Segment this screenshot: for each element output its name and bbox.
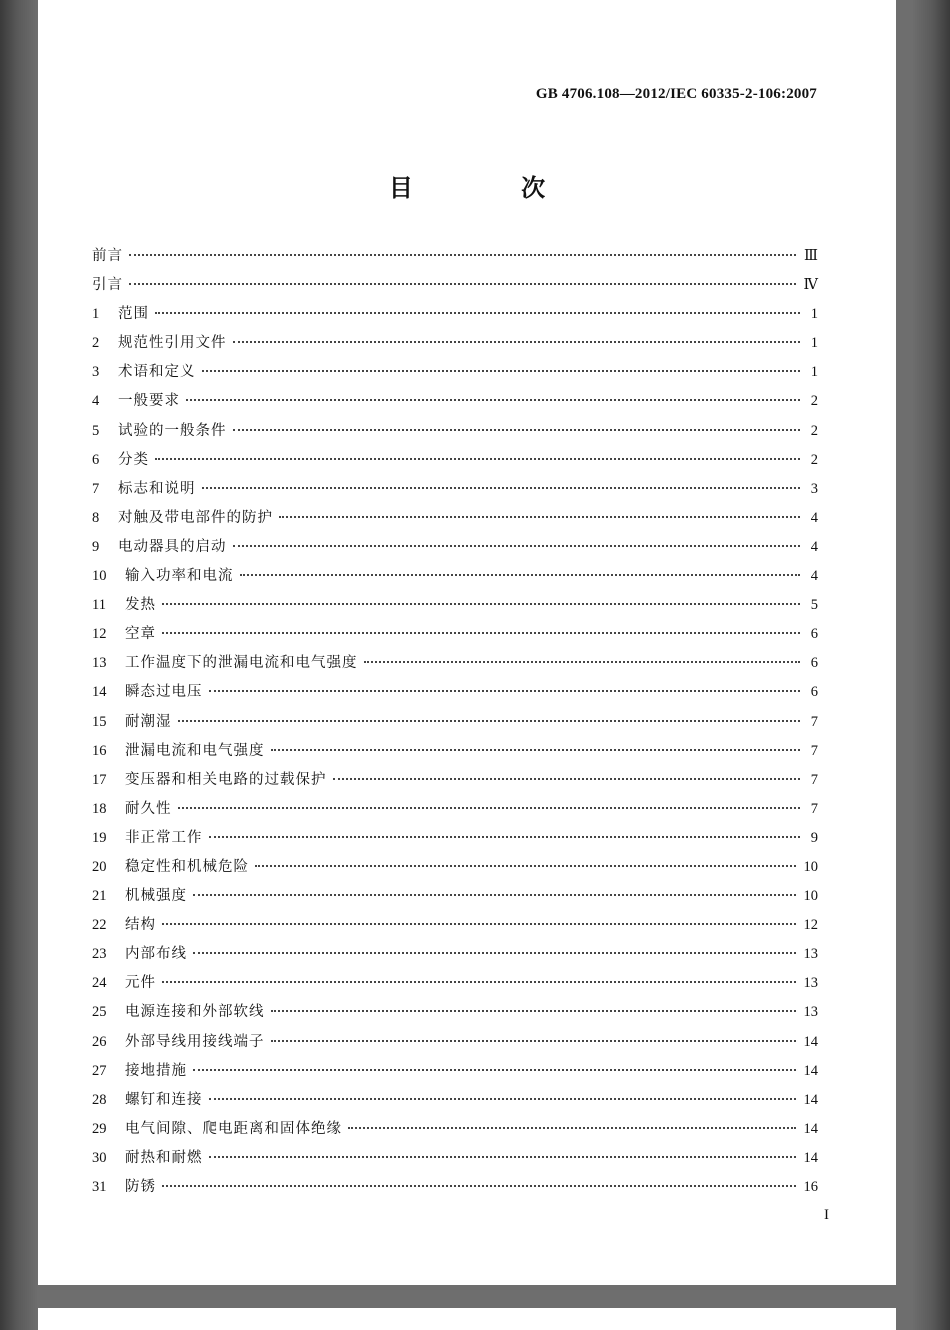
toc-entry[interactable] bbox=[92, 942, 818, 971]
toc-entry[interactable] bbox=[92, 913, 818, 942]
toc-leader-dots bbox=[209, 1098, 796, 1100]
toc-entry-number: 17 bbox=[92, 771, 107, 788]
toc-entry[interactable] bbox=[92, 564, 818, 593]
toc-entry-page: 1 bbox=[810, 335, 818, 352]
toc-entry-label: 规范性引用文件 bbox=[118, 335, 227, 352]
toc-leader-dots bbox=[162, 923, 796, 925]
toc-entry[interactable] bbox=[92, 1146, 818, 1175]
toc-entry-label: 电源连接和外部软线 bbox=[125, 1004, 265, 1021]
page-number: I bbox=[824, 1207, 829, 1223]
toc-entry[interactable] bbox=[92, 651, 818, 680]
toc-entry-page: 13 bbox=[803, 1004, 818, 1021]
toc-entry-label: 接地措施 bbox=[125, 1062, 187, 1079]
toc-leader-dots bbox=[162, 603, 800, 605]
toc-leader-dots bbox=[233, 545, 801, 547]
toc-leader-dots bbox=[178, 807, 801, 809]
toc-entry[interactable] bbox=[92, 710, 818, 739]
toc-leader-dots bbox=[279, 516, 800, 518]
toc-entry-page: 13 bbox=[803, 946, 818, 963]
toc-entry[interactable] bbox=[92, 360, 818, 389]
toc-entry-page: 6 bbox=[810, 626, 818, 643]
toc-entry[interactable] bbox=[92, 1175, 818, 1204]
toc-leader-dots bbox=[129, 254, 796, 256]
toc-leader-dots bbox=[240, 574, 801, 576]
toc-entry-label: 工作温度下的泄漏电流和电气强度 bbox=[125, 655, 358, 672]
toc-entry-number: 26 bbox=[92, 1033, 107, 1050]
toc-entry[interactable] bbox=[92, 593, 818, 622]
toc-entry[interactable] bbox=[92, 855, 818, 884]
toc-leader-dots bbox=[233, 429, 801, 431]
toc-entry[interactable] bbox=[92, 1059, 818, 1088]
toc-entry-number: 15 bbox=[92, 713, 107, 730]
toc-entry-label: 电动器具的启动 bbox=[118, 538, 227, 555]
toc-entry-label: 标志和说明 bbox=[118, 480, 196, 497]
toc-entry-number: 10 bbox=[92, 568, 107, 585]
toc-leader-dots bbox=[162, 632, 800, 634]
toc-entry[interactable] bbox=[92, 884, 818, 913]
toc-entry-number: 23 bbox=[92, 946, 107, 963]
toc-entry-number: 19 bbox=[92, 829, 107, 846]
toc-leader-dots bbox=[162, 1185, 796, 1187]
toc-entry-label: 外部导线用接线端子 bbox=[125, 1033, 265, 1050]
toc-entry[interactable] bbox=[92, 506, 818, 535]
toc-entry-number: 12 bbox=[92, 626, 107, 643]
toc-entry-label: 耐潮湿 bbox=[125, 713, 172, 730]
toc-entry-label: 结构 bbox=[125, 917, 156, 934]
toc-entry-label: 内部布线 bbox=[125, 946, 187, 963]
toc-entry[interactable] bbox=[92, 1030, 818, 1059]
table-of-contents bbox=[92, 244, 818, 1204]
toc-entry-number: 11 bbox=[92, 597, 106, 614]
toc-entry-page: 2 bbox=[810, 393, 818, 410]
toc-leader-dots bbox=[155, 312, 800, 314]
toc-entry[interactable] bbox=[92, 971, 818, 1000]
toc-entry-number: 22 bbox=[92, 917, 107, 934]
toc-leader-dots bbox=[271, 1010, 796, 1012]
document-page bbox=[38, 0, 896, 1285]
toc-entry-label: 机械强度 bbox=[125, 888, 187, 905]
toc-entry[interactable] bbox=[92, 419, 818, 448]
toc-entry-page: 2 bbox=[810, 451, 818, 468]
next-page-edge bbox=[38, 1308, 896, 1330]
toc-entry-number: 4 bbox=[92, 393, 100, 410]
toc-entry[interactable] bbox=[92, 535, 818, 564]
toc-entry-number: 18 bbox=[92, 800, 107, 817]
toc-entry-label: 螺钉和连接 bbox=[125, 1091, 203, 1108]
toc-entry[interactable] bbox=[92, 1117, 818, 1146]
toc-leader-dots bbox=[155, 458, 800, 460]
toc-entry-page: 12 bbox=[803, 917, 818, 934]
toc-entry-label: 术语和定义 bbox=[118, 364, 196, 381]
toc-entry[interactable] bbox=[92, 302, 818, 331]
toc-entry-number: 9 bbox=[92, 538, 100, 555]
toc-entry-label: 稳定性和机械危险 bbox=[125, 858, 249, 875]
toc-entry[interactable] bbox=[92, 1088, 818, 1117]
toc-entry-number: 7 bbox=[92, 480, 100, 497]
toc-entry-label: 试验的一般条件 bbox=[118, 422, 227, 439]
toc-leader-dots bbox=[209, 1156, 796, 1158]
toc-leader-dots bbox=[364, 661, 801, 663]
toc-entry-label: 引言 bbox=[92, 277, 123, 294]
toc-entry-label: 元件 bbox=[125, 975, 156, 992]
toc-entry-page: 16 bbox=[803, 1179, 818, 1195]
toc-entry[interactable] bbox=[92, 448, 818, 477]
toc-entry[interactable] bbox=[92, 244, 818, 273]
toc-entry[interactable] bbox=[92, 826, 818, 855]
toc-entry-page: 14 bbox=[803, 1120, 818, 1137]
toc-entry-number: 25 bbox=[92, 1004, 107, 1021]
toc-leader-dots bbox=[178, 720, 801, 722]
standard-code: GB 4706.108—2012/IEC 60335-2-106:2007 bbox=[535, 86, 817, 102]
toc-entry-number: 13 bbox=[92, 655, 107, 672]
toc-entry[interactable] bbox=[92, 739, 818, 768]
toc-leader-dots bbox=[193, 952, 796, 954]
toc-entry-page: 7 bbox=[810, 742, 818, 759]
toc-entry-number: 14 bbox=[92, 684, 107, 701]
toc-entry-number: 31 bbox=[92, 1179, 107, 1195]
toc-entry-page: 2 bbox=[810, 422, 818, 439]
toc-entry-page: 7 bbox=[810, 771, 818, 788]
toc-entry-page: 5 bbox=[810, 597, 818, 614]
toc-entry-page: 14 bbox=[803, 1149, 818, 1166]
toc-entry[interactable] bbox=[92, 680, 818, 709]
toc-entry-label: 瞬态过电压 bbox=[125, 684, 203, 701]
toc-entry-label: 泄漏电流和电气强度 bbox=[125, 742, 265, 759]
toc-entry-number: 29 bbox=[92, 1120, 107, 1137]
toc-entry-number: 1 bbox=[92, 306, 100, 323]
toc-entry-label: 分类 bbox=[118, 451, 149, 468]
toc-leader-dots bbox=[209, 690, 801, 692]
toc-entry-page: 14 bbox=[803, 1091, 818, 1108]
toc-entry-page: 6 bbox=[810, 655, 818, 672]
toc-leader-dots bbox=[202, 370, 801, 372]
toc-entry-label: 范围 bbox=[118, 306, 149, 323]
toc-entry[interactable] bbox=[92, 622, 818, 651]
toc-entry-page: 13 bbox=[803, 975, 818, 992]
toc-entry-page: 9 bbox=[810, 829, 818, 846]
toc-entry-page: 4 bbox=[810, 568, 818, 585]
toc-entry-label: 输入功率和电流 bbox=[125, 568, 234, 585]
toc-leader-dots bbox=[333, 778, 801, 780]
toc-entry-label: 耐热和耐燃 bbox=[125, 1149, 203, 1166]
toc-entry-label: 防锈 bbox=[125, 1179, 156, 1195]
toc-entry-number: 6 bbox=[92, 451, 100, 468]
toc-leader-dots bbox=[193, 1069, 796, 1071]
toc-leader-dots bbox=[271, 749, 801, 751]
toc-leader-dots bbox=[129, 283, 796, 285]
toc-entry-label: 非正常工作 bbox=[125, 829, 203, 846]
toc-entry-label: 耐久性 bbox=[125, 800, 172, 817]
toc-entry[interactable] bbox=[92, 389, 818, 418]
toc-leader-dots bbox=[162, 981, 796, 983]
toc-entry-page: 7 bbox=[810, 713, 818, 730]
toc-entry-number: 16 bbox=[92, 742, 107, 759]
toc-entry[interactable] bbox=[92, 1000, 818, 1029]
toc-entry[interactable] bbox=[92, 768, 818, 797]
toc-entry-number: 28 bbox=[92, 1091, 107, 1108]
toc-leader-dots bbox=[255, 865, 796, 867]
toc-entry-page: 10 bbox=[803, 858, 818, 875]
toc-leader-dots bbox=[271, 1040, 796, 1042]
toc-title: 目 次 bbox=[388, 174, 596, 202]
toc-leader-dots bbox=[202, 487, 801, 489]
toc-entry-number: 8 bbox=[92, 509, 100, 526]
toc-entry-page: Ⅳ bbox=[803, 277, 818, 294]
toc-entry-number: 21 bbox=[92, 888, 107, 905]
toc-entry-label: 空章 bbox=[125, 626, 156, 643]
toc-entry-page: 4 bbox=[810, 509, 818, 526]
toc-entry[interactable] bbox=[92, 331, 818, 360]
toc-entry-number: 3 bbox=[92, 364, 100, 381]
toc-entry-page: 14 bbox=[803, 1062, 818, 1079]
toc-entry-page: 7 bbox=[810, 800, 818, 817]
toc-entry-page: 4 bbox=[810, 538, 818, 555]
toc-leader-dots bbox=[209, 836, 801, 838]
toc-entry-label: 变压器和相关电路的过载保护 bbox=[125, 771, 327, 788]
toc-entry-number: 5 bbox=[92, 422, 100, 439]
toc-leader-dots bbox=[186, 399, 800, 401]
toc-entry-number: 30 bbox=[92, 1149, 107, 1166]
toc-entry-page: 10 bbox=[803, 888, 818, 905]
toc-leader-dots bbox=[193, 894, 796, 896]
toc-entry-page: 1 bbox=[810, 306, 818, 323]
toc-entry-number: 2 bbox=[92, 335, 100, 352]
toc-leader-dots bbox=[348, 1127, 796, 1129]
toc-entry-page: 1 bbox=[810, 364, 818, 381]
toc-entry[interactable] bbox=[92, 477, 818, 506]
toc-entry-label: 对触及带电部件的防护 bbox=[118, 509, 273, 526]
toc-entry-page: 14 bbox=[803, 1033, 818, 1050]
toc-entry-number: 20 bbox=[92, 858, 107, 875]
toc-entry-page: 3 bbox=[810, 480, 818, 497]
toc-entry-label: 前言 bbox=[92, 248, 123, 264]
toc-leader-dots bbox=[233, 341, 801, 343]
toc-entry-label: 发热 bbox=[125, 597, 156, 614]
toc-entry-number: 24 bbox=[92, 975, 107, 992]
toc-entry[interactable] bbox=[92, 273, 818, 302]
toc-entry-number: 27 bbox=[92, 1062, 107, 1079]
toc-entry-label: 电气间隙、爬电距离和固体绝缘 bbox=[125, 1120, 342, 1137]
toc-entry-page: Ⅲ bbox=[804, 248, 818, 264]
toc-entry-page: 6 bbox=[810, 684, 818, 701]
toc-entry[interactable] bbox=[92, 797, 818, 826]
toc-entry-label: 一般要求 bbox=[118, 393, 180, 410]
